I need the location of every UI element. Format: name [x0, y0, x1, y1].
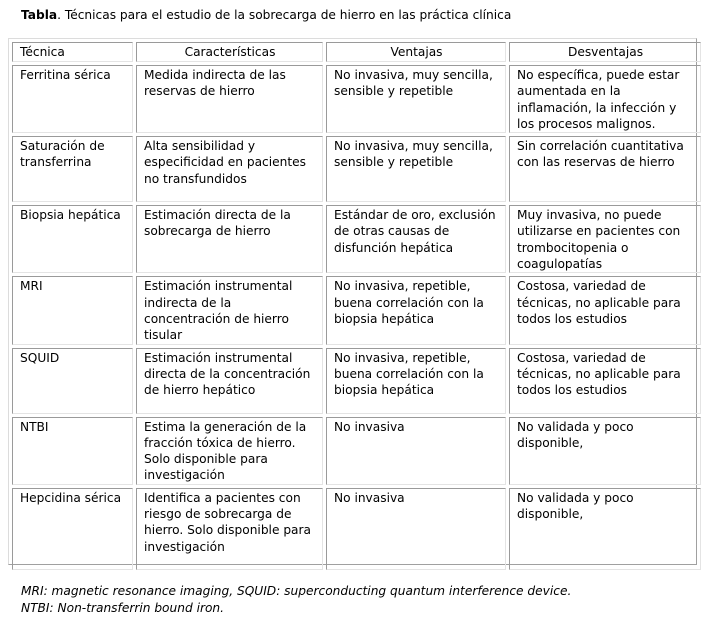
cell-desventajas: No validada y poco disponible, [509, 488, 701, 570]
cell-tecnica: MRI [12, 276, 133, 344]
cell-caracteristicas: Estimación instrumental directa de la concentración de hierro hepático [136, 348, 323, 414]
header-ventajas: Ventajas [326, 42, 506, 62]
cell-caracteristicas: Alta sensibilidad y especificidad en pacientes no transfundidos [136, 136, 323, 202]
cell-tecnica: NTBI [12, 417, 133, 485]
cell-tecnica: Biopsia hepática [12, 205, 133, 273]
techniques-table [9, 39, 704, 573]
cell-caracteristicas: Estima la generación de la fracción tóxica de hierro. Solo disponible para investigación [136, 417, 323, 485]
header-desventajas: Desventajas [509, 42, 701, 62]
caption-text: . Técnicas para el estudio de la sobrecarga de hierro en las práctica clínica [57, 8, 512, 22]
table-header-row [12, 42, 701, 62]
cell-tecnica: Saturación de transferrina [12, 136, 133, 202]
cell-tecnica: Ferritina sérica [12, 65, 133, 133]
cell-desventajas: No específica, puede estar aumentada en la inflamación, la infección y los procesos malignos. [509, 65, 701, 133]
table-row [12, 276, 701, 344]
cell-desventajas: Costosa, variedad de técnicas, no aplicable para todos los estudios [509, 276, 701, 344]
table-footnotes [21, 583, 571, 616]
cell-caracteristicas: Identifica a pacientes con riesgo de sobrecarga de hierro. Solo disponible para investigación [136, 488, 323, 570]
cell-ventajas: No invasiva, repetible, buena correlación con la biopsia hepática [326, 348, 506, 414]
cell-ventajas: No invasiva, muy sencilla, sensible y repetible [326, 136, 506, 202]
cell-desventajas: Costosa, variedad de técnicas, no aplicable para todos los estudios [509, 348, 701, 414]
table-row [12, 417, 701, 485]
caption-label: Tabla [21, 8, 58, 22]
cell-ventajas: No invasiva, repetible, buena correlación con la biopsia hepática [326, 276, 506, 344]
cell-ventajas: No invasiva [326, 488, 506, 570]
cell-desventajas: Sin correlación cuantitativa con las reservas de hierro [509, 136, 701, 202]
cell-ventajas: Estándar de oro, exclusión de otras causas de disfunción hepática [326, 205, 506, 273]
table-row [12, 205, 701, 273]
cell-desventajas: Muy invasiva, no puede utilizarse en pacientes con trombocitopenia o coagulopatías [509, 205, 701, 273]
cell-caracteristicas: Estimación instrumental indirecta de la concentración de hierro tisular [136, 276, 323, 344]
table-row [12, 136, 701, 202]
techniques-table-frame [8, 38, 697, 565]
cell-tecnica: Hepcidina sérica [12, 488, 133, 570]
header-tecnica: Técnica [12, 42, 133, 62]
cell-ventajas: No invasiva, muy sencilla, sensible y repetible [326, 65, 506, 133]
cell-caracteristicas: Estimación directa de la sobrecarga de hierro [136, 205, 323, 273]
cell-caracteristicas: Medida indirecta de las reservas de hierro [136, 65, 323, 133]
footnote-line-2: NTBI: Non-transferrin bound iron. [21, 600, 225, 615]
cell-desventajas: No validada y poco disponible, [509, 417, 701, 485]
table-row [12, 65, 701, 133]
table-row [12, 348, 701, 414]
footnote-line-1: MRI: magnetic resonance imaging, SQUID: superconducting quantum interference device. [21, 584, 572, 598]
table-caption [21, 7, 511, 23]
cell-ventajas: No invasiva [326, 417, 506, 485]
header-caracteristicas: Características [136, 42, 323, 62]
table-row [12, 488, 701, 570]
cell-tecnica: SQUID [12, 348, 133, 414]
